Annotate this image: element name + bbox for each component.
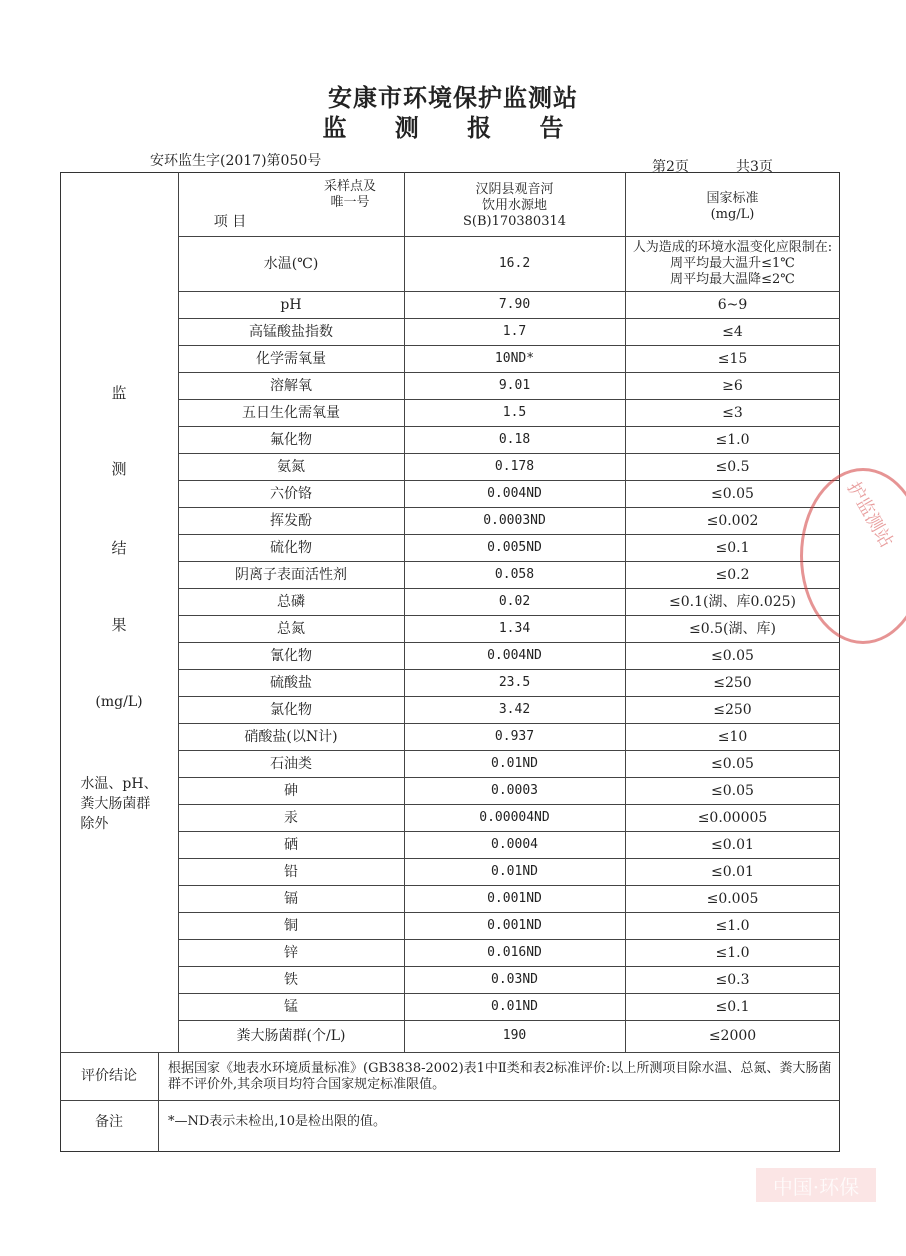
measurement-value: 0.0004 [491, 836, 538, 852]
measurement-item: 六价铬 [270, 485, 312, 502]
measurement-value: 0.001ND [487, 890, 542, 906]
measurement-value: 0.058 [494, 566, 535, 582]
measurement-value: 16.2 [498, 255, 531, 271]
standard-limit: ≤0.05 [711, 485, 754, 502]
measurement-item: 硫酸盐 [270, 674, 312, 691]
measurement-item: 粪大肠菌群(个/L) [236, 1028, 346, 1044]
measurement-item: 铅 [284, 863, 298, 880]
left-label-monitor: 监 [111, 383, 127, 402]
measurement-value: 0.01ND [491, 998, 538, 1014]
measurement-value: 0.001ND [487, 917, 542, 933]
measurement-item: 水温(℃) [263, 255, 319, 272]
measurement-item: 镉 [284, 890, 298, 907]
measurement-value: 1.5 [502, 404, 527, 420]
measurement-item: 化学需氧量 [256, 350, 326, 367]
standard-limit: ≤0.05 [711, 782, 754, 799]
standard-limit: ≤1.0 [715, 917, 750, 934]
measurement-value: 9.01 [498, 377, 531, 393]
document-number: 安环监生字(2017)第050号 [150, 153, 322, 169]
watermark: 中国·环保 [756, 1168, 876, 1202]
remark-label: 备注 [95, 1114, 123, 1130]
measurement-value: 1.34 [498, 620, 531, 636]
measurement-item: 总磷 [277, 593, 305, 610]
standard-limit: ≤0.005 [706, 890, 759, 907]
measurement-item: 石油类 [270, 755, 312, 772]
measurement-item: 汞 [284, 809, 298, 826]
standard-limit: ≤0.01 [711, 863, 754, 880]
measurement-item: 氰化物 [270, 647, 312, 664]
standard-limit: ≤250 [713, 674, 752, 691]
evaluation-text: 根据国家《地表水环境质量标准》(GB3838-2002)表1中Ⅱ类和表2标准评价:以上所测项目除水温、总氮、粪大肠菌群不评价外,其余项目均符合国家规定标准限值。 [168, 1061, 832, 1092]
measurement-value: 0.016ND [487, 944, 542, 960]
remark-text: *—ND表示未检出,10是检出限的值。 [168, 1114, 386, 1129]
standard-limit: ≤250 [713, 701, 752, 718]
standard-limit: ≤0.05 [711, 755, 754, 772]
measurement-value: 0.02 [498, 593, 531, 609]
left-label-test: 测 [111, 459, 127, 478]
header-site-label: 采样点及 唯一号 [323, 179, 376, 210]
standard-limit: ≤0.05 [711, 647, 754, 664]
measurement-item: 锰 [284, 998, 298, 1015]
measurement-item: 锌 [284, 944, 298, 961]
measurement-item: 高锰酸盐指数 [249, 323, 333, 340]
standard-limit: ≤0.2 [715, 566, 750, 583]
measurement-item: 五日生化需氧量 [242, 404, 340, 421]
measurement-value: 7.90 [498, 296, 531, 312]
measurement-value: 0.178 [494, 458, 535, 474]
measurement-value: 0.01ND [491, 863, 538, 879]
measurement-value: 23.5 [498, 674, 531, 690]
measurement-value: 0.004ND [487, 647, 542, 663]
measurement-item: 氯化物 [270, 701, 312, 718]
standard-limit: ≤0.1(湖、库0.025) [669, 593, 796, 610]
measurement-item: 硝酸盐(以N计) [244, 728, 338, 745]
measurement-value: 0.005ND [487, 539, 542, 555]
standard-limit: ≤2000 [708, 1028, 757, 1044]
organization-title: 安康市环境保护监测站 [328, 83, 578, 112]
standard-limit: 6~9 [717, 296, 748, 313]
header-location: 汉阴县观音河 饮用水源地 S(B)170380314 [462, 182, 567, 229]
standard-limit: ≤0.1 [715, 998, 750, 1015]
measurement-item: 总氮 [277, 620, 305, 637]
header-standard: 国家标准 (mg/L) [706, 191, 759, 222]
measurement-value: 0.937 [494, 728, 535, 744]
standard-limit: ≤0.00005 [697, 809, 768, 826]
standard-limit: ≤1.0 [715, 431, 750, 448]
left-label-result-1: 结 [111, 538, 127, 557]
measurement-item: pH [280, 296, 302, 313]
measurement-item: 硫化物 [270, 539, 312, 556]
header-item-label: 项 目 [213, 214, 247, 230]
measurement-item: 铁 [284, 971, 298, 988]
standard-limit: 人为造成的环境水温变化应限制在: 周平均最大温升≤1℃ 周平均最大温降≤2℃ [632, 239, 833, 287]
standard-limit: ≤0.01 [711, 836, 754, 853]
measurement-value: 0.0003 [491, 782, 538, 798]
measurement-value: 10ND* [494, 350, 535, 366]
standard-limit: ≤3 [722, 404, 743, 421]
standard-limit: ≤0.1 [715, 539, 750, 556]
standard-limit: ≤0.5(湖、库) [689, 620, 776, 637]
measurement-value: 190 [502, 1028, 527, 1043]
standard-limit: ≤0.3 [715, 971, 750, 988]
measurement-value: 0.01ND [491, 755, 538, 771]
measurement-item: 阴离子表面活性剂 [235, 566, 347, 583]
standard-limit: ≤15 [717, 350, 748, 367]
measurement-value: 0.004ND [487, 485, 542, 501]
measurement-value: 1.7 [502, 323, 527, 339]
page-number: 第2页 [652, 159, 689, 175]
measurement-item: 氟化物 [270, 431, 312, 448]
measurement-item: 挥发酚 [270, 512, 312, 529]
measurement-item: 溶解氧 [270, 377, 312, 394]
measurement-value: 0.18 [498, 431, 531, 447]
left-label-unit: (mg/L) [95, 694, 143, 710]
report-title: 监 测 报 告 [322, 113, 584, 142]
evaluation-label: 评价结论 [81, 1068, 137, 1084]
standard-limit: ≤0.5 [715, 458, 750, 475]
measurement-value: 3.42 [498, 701, 531, 717]
measurement-value: 0.03ND [491, 971, 538, 987]
standard-limit: ≤1.0 [715, 944, 750, 961]
standard-limit: ≤4 [722, 323, 743, 340]
stamp-text: 护监测站 [842, 478, 897, 552]
standard-limit: ≤10 [717, 728, 748, 745]
measurement-item: 氨氮 [277, 458, 305, 475]
measurement-item: 铜 [284, 917, 298, 934]
measurement-value: 0.0003ND [483, 512, 546, 528]
total-pages: 共3页 [736, 159, 773, 175]
left-label-result-2: 果 [111, 615, 127, 634]
measurement-item: 砷 [284, 782, 298, 799]
measurement-value: 0.00004ND [479, 809, 550, 825]
left-label-exception: 水温、pH、 粪大肠菌群 除外 [80, 776, 158, 832]
measurement-item: 硒 [284, 836, 298, 853]
standard-limit: ≤0.002 [706, 512, 759, 529]
standard-limit: ≥6 [722, 377, 743, 394]
